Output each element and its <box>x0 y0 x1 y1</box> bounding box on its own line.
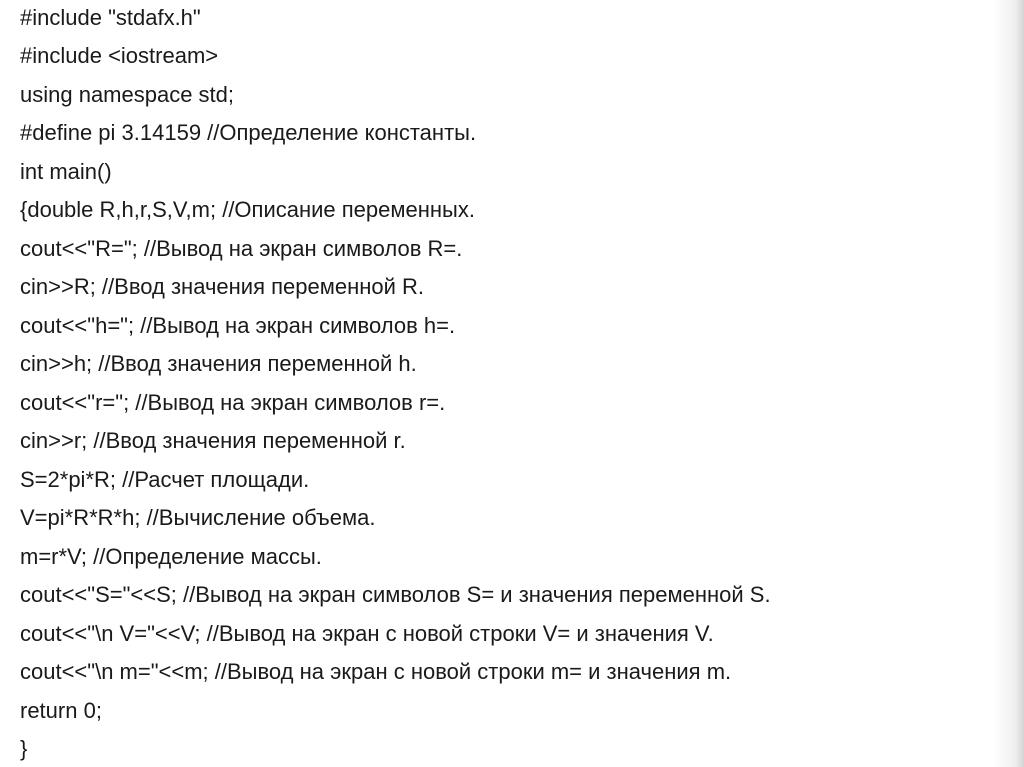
code-line: cin>>r; //Ввод значения переменной r. <box>20 428 406 453</box>
code-line: cout<<"\n V="<<V; //Вывод на экран с новой строки V= и значения V. <box>20 621 714 646</box>
code-line: V=pi*R*R*h; //Вычисление объема. <box>20 505 376 530</box>
code-line: int main() <box>20 159 112 184</box>
code-line: cout<<"r="; //Вывод на экран символов r=. <box>20 390 446 415</box>
code-line: #include <iostream> <box>20 43 219 68</box>
code-line: cin>>h; //Ввод значения переменной h. <box>20 351 417 376</box>
slide-edge-shadow <box>994 0 1024 767</box>
code-line: cout<<"\n m="<<m; //Вывод на экран с новой строки m= и значения m. <box>20 659 732 684</box>
code-line: cout<<"R="; //Вывод на экран символов R=. <box>20 236 463 261</box>
code-line: cin>>R; //Ввод значения переменной R. <box>20 274 425 299</box>
code-line: #include "stdafx.h" <box>20 5 201 30</box>
code-line: cout<<"h="; //Вывод на экран символов h=. <box>20 313 456 338</box>
code-line: {double R,h,r,S,V,m; //Описание переменных. <box>20 197 475 222</box>
code-line: cout<<"S="<<S; //Вывод на экран символов S= и значения переменной S. <box>20 582 771 607</box>
code-line: #define pi 3.14159 //Определение константы. <box>20 120 477 145</box>
code-line: S=2*pi*R; //Расчет площади. <box>20 467 310 492</box>
code-line: } <box>20 736 28 761</box>
code-line: return 0; <box>20 698 102 723</box>
code-line: using namespace std; <box>20 82 235 107</box>
code-line: m=r*V; //Определение массы. <box>20 544 322 569</box>
